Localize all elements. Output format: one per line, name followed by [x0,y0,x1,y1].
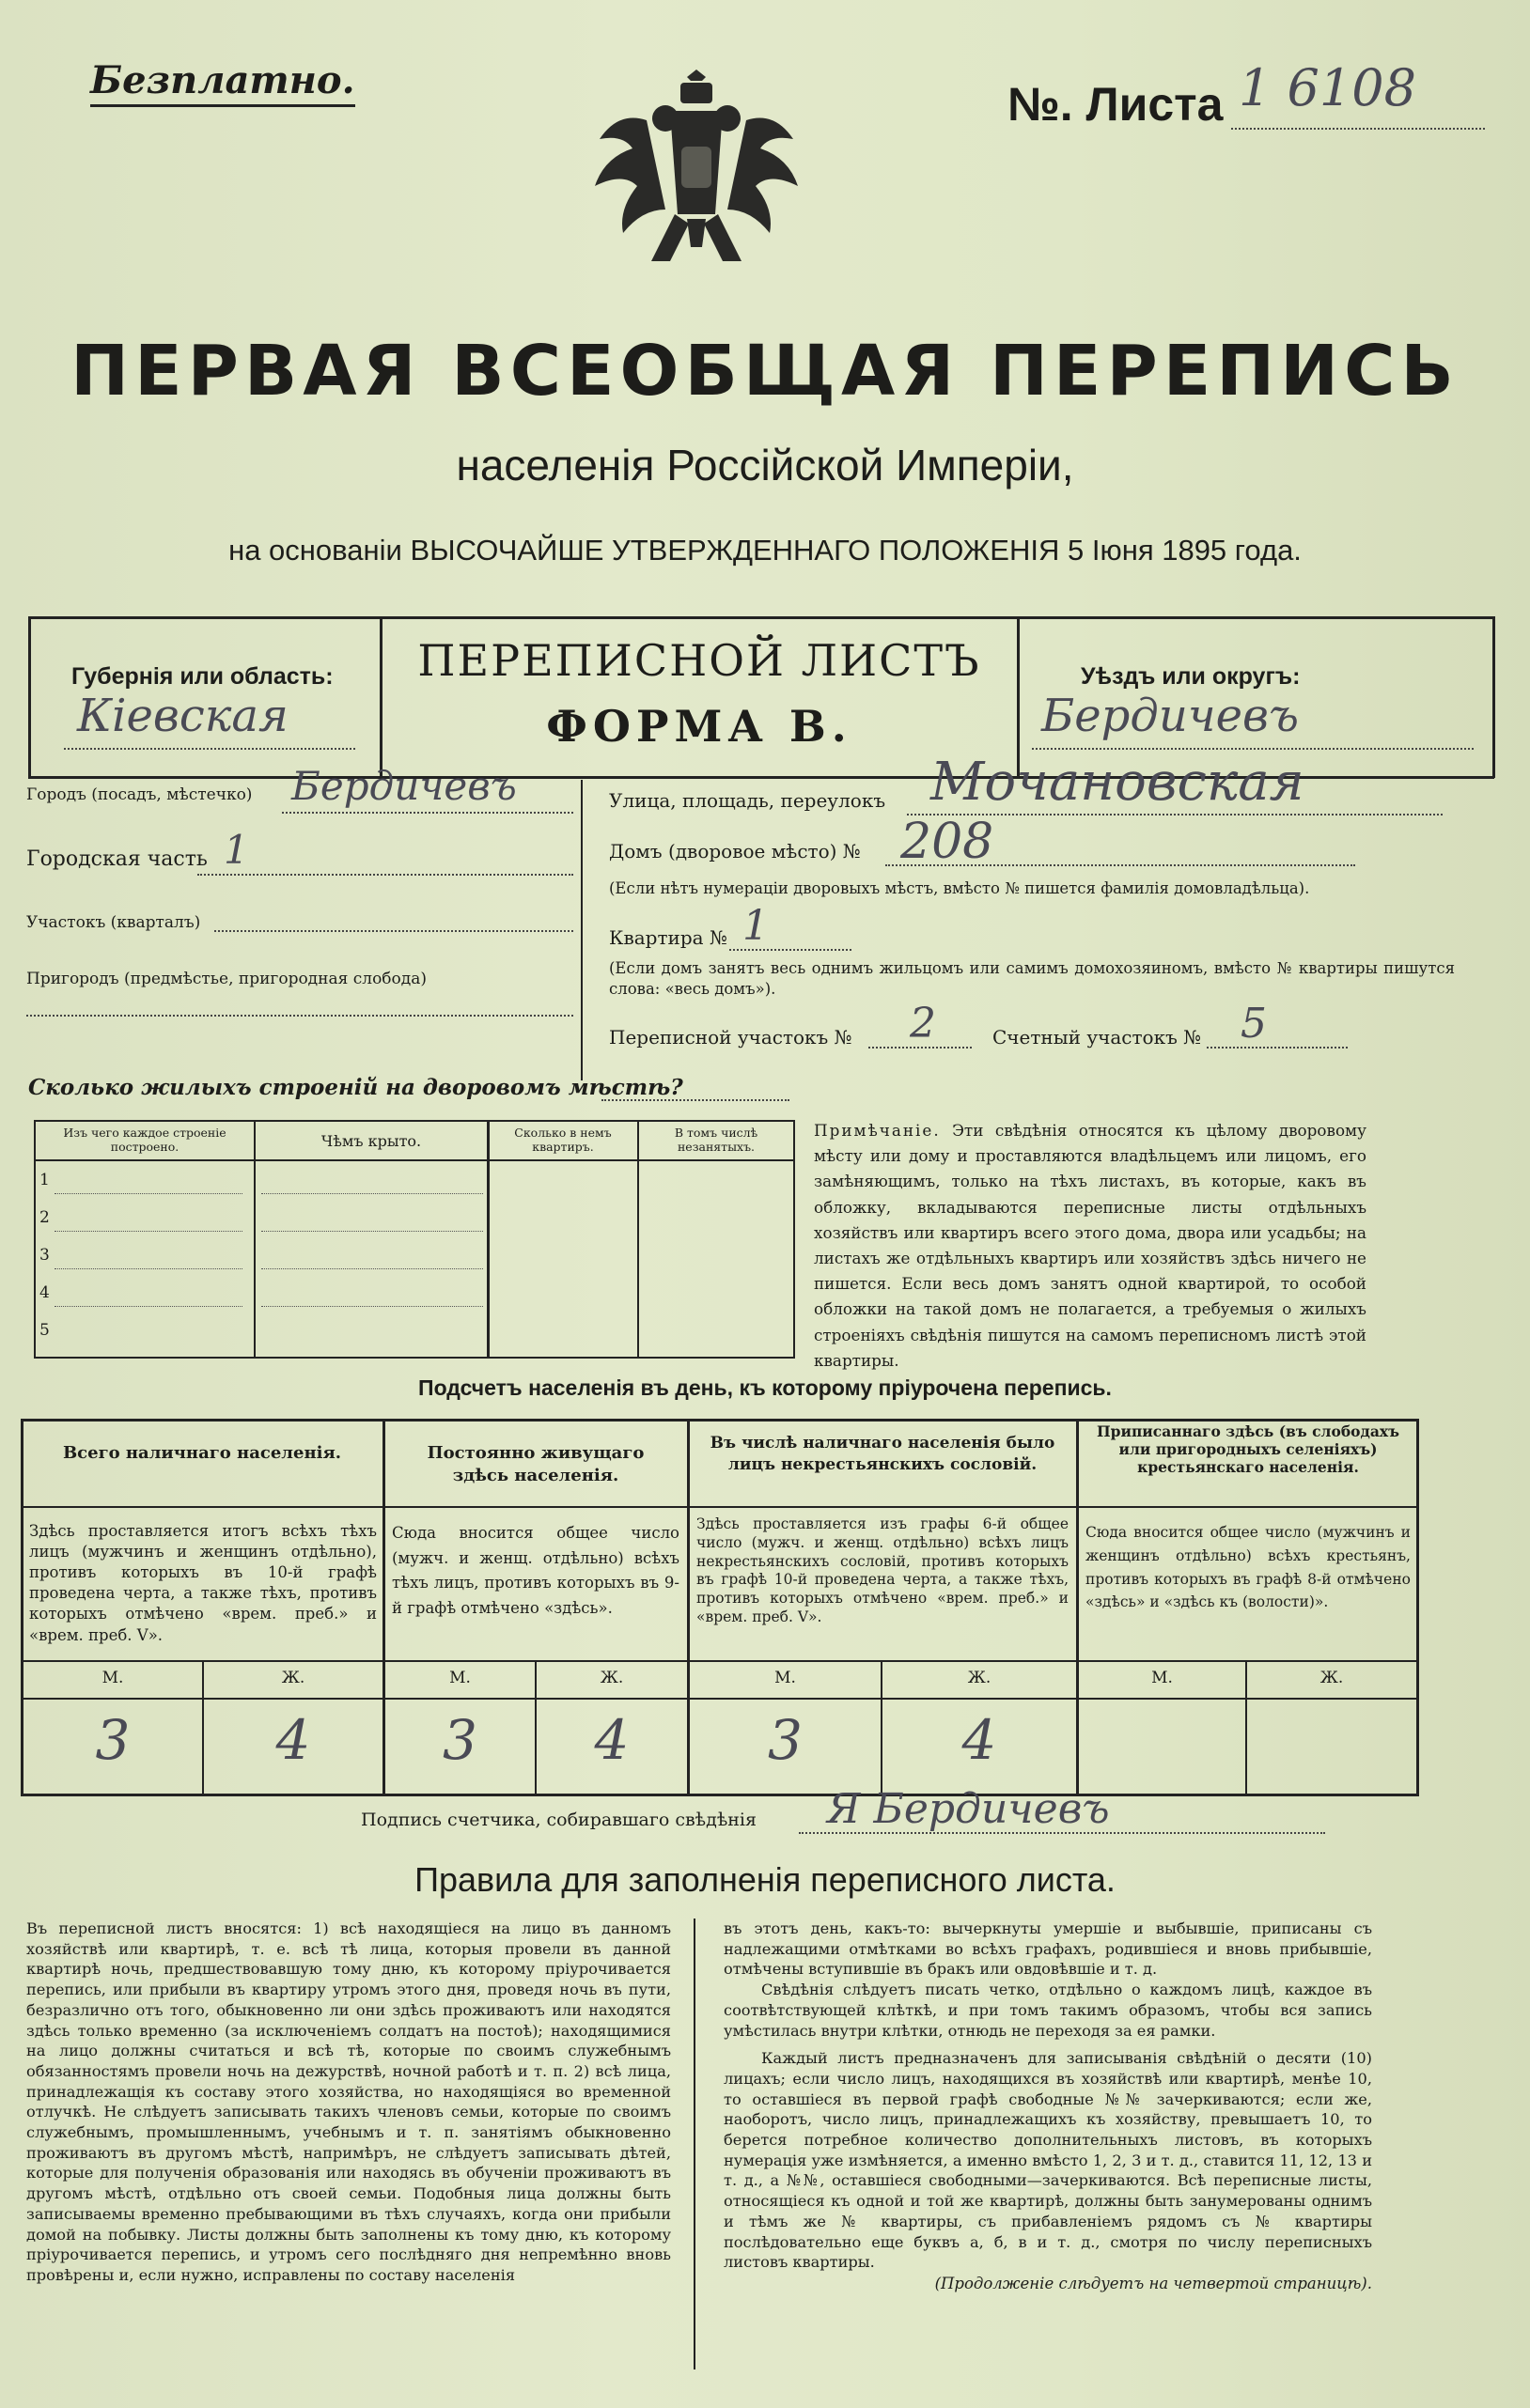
buildings-question-line [601,1099,789,1101]
province-label: Губернія или область: [71,663,334,690]
rules-continued: (Продолженіе слѣдуетъ на четвертой страницѣ). [934,2274,1372,2292]
count-col3-m-label: М. [774,1669,796,1687]
city-part-line [197,874,573,876]
signature-label: Подпись счетчика, собиравшаго свѣдѣнія [361,1810,757,1830]
house-note: (Если нѣтъ нумераціи дворовыхъ мѣстъ, вмѣсто № пишется фамилія домовладѣльца). [609,879,1310,897]
buildings-note-text: Эти свѣдѣнія относятся къ цѣлому дворовому мѣсту или дому и проставляются владѣльцемъ или лицомъ, его замѣняющимъ, только на тѣхъ листахъ, въ которые, какъ въ обложку, вкладываются переписные листы отдѣльныхъ хозяйствъ или квартиръ всего этого дома, двора или усадьбы; на листахъ же отдѣльныхъ квартиръ или хозяйствъ здѣсь ничего не пишется. Если весь домъ занятъ одной квартирой, то особой обложки на такой домъ не полагается, а требуемыя о жилыхъ строеніяхъ свѣдѣнія пишутся на самомъ переписномъ листѣ этой квартиры. [814,1121,1366,1370]
buildings-row-2: 2 [39,1208,50,1227]
address-divider [581,780,583,1080]
apartment-value: 1 [742,902,769,950]
count-col1-desc: Здѣсь проставляется итогъ всѣхъ тѣхъ лицъ (мужчинъ и женщинъ отдѣльно), противъ которыхъ въ 10-й графѣ проведена черта, а также тѣхъ, противъ которыхъ отмѣчено «врем. преб.» и «врем. преб. V». [29,1522,377,1644]
city-label: Городъ (посадъ, мѣстечко) [26,785,253,804]
count-col2-f-label: Ж. [600,1669,624,1687]
street-label: Улица, площадь, переулокъ [609,789,886,812]
count-col4-desc: Сюда вносится общее число (мужчинъ и женщинъ отдѣльно) всѣхъ крестьянъ, противъ которыхъ въ графѣ 8-й отмѣчено «здѣсь» и «здѣсь къ (волости)». [1085,1524,1411,1611]
count-col3-desc: Здѣсь проставляется изъ графы 6-й общее число (мужч. и женщ. отдѣльно) всѣхъ лицъ некрестьянскихъ сословій, противъ которыхъ въ графѣ 10-й проведена черта, а также тѣхъ, противъ которыхъ отмѣчено «врем. преб.» и «врем. преб. V». [696,1515,1069,1626]
buildings-col-apartments: Сколько в немъ квартиръ. [514,1126,612,1154]
census-basis: на основаніи ВЫСОЧАЙШЕ УТВЕРЖДЕННАГО ПОЛОЖЕНІЯ 5 Іюня 1895 года. [228,534,1302,567]
form-box-left [28,616,31,778]
city-value: Бердичевъ [291,763,517,809]
buildings-row-1: 1 [39,1171,50,1189]
buildings-col-vacant: В томъ числѣ незанятыхъ. [674,1126,758,1154]
sheet-title: ПЕРЕПИСНОЙ ЛИСТЪ [417,635,981,686]
district-value: Бердичевъ [1041,690,1299,742]
rules-right-p3: Каждый листъ предназначенъ для записыванія свѣдѣній о десяти (10) лицахъ; если число лицъ, находящихся въ хозяйствѣ или квартирѣ, менѣе 10, то оставшіеся въ первой графѣ свободные №№ зачеркиваются; если же, наоборотъ, число лицъ, принадлежащихъ къ хозяйству, превышаетъ 10, то берется потребное количество дополнительныхъ листовъ, въ которыхъ нумерація уже измѣняется, а именно вмѣсто 1, 2, 3 и т. д., ставится 11, 12, 13 и т. д., а №№, оставшіеся свободными—зачеркиваются. Всѣ переписные листы, относящіеся къ одной и той же квартирѣ, должны быть занумерованы однимъ и тѣмъ же № квартиры, съ прибавленіемъ рядомъ съ № квартиры послѣдовательно еще буквъ а, б, в и т. д., смотря по числу переписныхъ листовъ квартиры. [724,2049,1372,2272]
count-col3-f-label: Ж. [967,1669,991,1687]
count-area-line [1207,1047,1348,1049]
census-subtitle: населенія Россійской Имперіи, [456,441,1074,489]
count-col1-f-value: 4 [275,1708,311,1772]
suburb-label: Пригородъ (предмѣстье, пригородная слобода) [26,970,428,988]
form-name: ФОРМА В. [546,701,852,752]
count-col4-f-label: Ж. [1319,1669,1344,1687]
count-area-label: Счетный участокъ № [992,1026,1202,1049]
count-area-value: 5 [1241,1000,1267,1048]
count-col2-f-value: 4 [594,1708,630,1772]
count-col1-f-label: Ж. [281,1669,305,1687]
form-box-right [1492,616,1495,778]
signature-line [799,1832,1325,1834]
count-col1-m-label: М. [101,1669,124,1687]
suburb-line [26,1015,573,1017]
count-col2-m-label: М. [449,1669,471,1687]
census-area-value: 2 [910,1000,936,1048]
street-value: Мочановская [930,752,1304,813]
count-title: Подсчетъ населенія въ день, къ которому пріурочена перепись. [418,1375,1112,1400]
rules-title: Правила для заполненія переписного листа. [414,1860,1116,1899]
apartment-note: (Если домъ занятъ весь однимъ жильцомъ или самимъ домохозяиномъ, вмѣсто № квартиры пишутся слова: «весь домъ»). [609,959,1455,999]
buildings-row-3: 3 [39,1246,50,1265]
count-col2-m-value: 3 [443,1708,477,1772]
count-col2-head: Постоянно живущаго здѣсь населенія. [427,1443,645,1486]
buildings-row-4: 4 [39,1283,50,1302]
sheet-number-label: №. Листа [1007,78,1224,131]
count-col2-desc: Сюда вносится общее число (мужч. и женщ. отдѣльно) всѣхъ тѣхъ лицъ, противъ которыхъ въ 9-й графѣ отмѣчено «здѣсь». [392,1524,679,1618]
count-col1-m-value: 3 [95,1708,131,1772]
apartment-label: Квартира № [609,926,727,949]
quarter-label: Участокъ (кварталъ) [26,913,201,932]
buildings-row-5: 5 [39,1321,50,1340]
count-col4-m-label: М. [1151,1669,1173,1687]
house-value: 208 [900,814,994,870]
buildings-col-roof: Чѣмъ крыто. [320,1132,422,1150]
signature-value: Я Бердичевъ [827,1785,1110,1833]
free-label: Безплатно. [90,58,355,107]
buildings-question: Сколько жилыхъ строеній на дворовомъ мѣстѣ? [28,1075,683,1100]
apartment-line [729,949,851,951]
house-label: Домъ (дворовое мѣсто) № [609,840,861,862]
district-line [1032,748,1474,750]
rules-column-divider [694,1919,695,2369]
census-area-label: Переписной участокъ № [609,1026,852,1049]
count-table [21,1419,1419,1796]
count-col3-m-value: 3 [768,1708,803,1772]
sheet-number-line [1231,128,1485,130]
quarter-line [214,930,573,932]
house-line [885,864,1355,866]
count-col3-head: Въ числѣ наличнаго населенія было лицъ некрестьянскихъ сословій. [710,1434,1055,1474]
province-value: Кіевская [77,690,289,742]
buildings-note-head: Примѣчаніе. [814,1121,941,1140]
city-part-value: 1 [224,827,249,873]
buildings-table [34,1120,795,1359]
count-col1-head: Всего наличнаго населенія. [62,1443,342,1463]
sheet-number-value: 1 6108 [1239,58,1416,117]
rules-right-column [724,1919,1372,2292]
district-label: Уѣздъ или округъ: [1081,663,1301,690]
rules-left-column: Въ переписной листъ вносятся: 1) всѣ находящіеся на лицо въ данномъ хозяйствѣ или квартирѣ, т. е. всѣ тѣ лица, которыя провели въ данной квартирѣ ночь, предшествовавшую тому дню, къ которому пріурочивается перепись, или прибыли въ квартиру утромъ этого дня, проведя ночь въ пути, безразлично отъ того, обыкновенно ли они здѣсь проживаютъ или находятся здѣсь только временно (за исключеніемъ солдатъ на постоѣ); находящимися на лицо должны считаться и всѣ тѣ, которые по своимъ служебнымъ обязанностямъ провели ночь на дежурствѣ, ночной работѣ и т. п. 2) всѣ лица, принадлежащія къ составу этого хозяйства, но находящіяся во временной отлучкѣ. Не слѣдуетъ записывать такихъ членовъ семьи, которые по своимъ служебнымъ, промышленнымъ, учебнымъ и т. п. занятіямъ обыкновенно проживаютъ въ другомъ мѣстѣ, напримѣръ, не слѣдуетъ записывать дѣтей, которые для полученія образованія или находясь въ обученіи проживаютъ въ другомъ мѣстѣ, отдѣльно отъ своей семьи. Подобныя лица должны быть записываемы временно пребывающими въ тѣхъ случаяхъ, когда они прибыли домой на побывку. Листы должны быть заполнены къ тому дню, къ которому пріурочивается перепись, и утромъ сего послѣдняго дня непремѣнно вновь провѣрены и, если нужно, исправлены по составу населенія [26,1919,671,2284]
city-line [282,812,573,814]
form-box-top [28,616,1494,619]
count-col4-head: Приписаннаго здѣсь (въ слободахъ или пригородныхъ селеніяхъ) крестьянскаго населенія. [1096,1422,1399,1476]
census-title: ПЕРВАЯ ВСЕОБЩАЯ ПЕРЕПИСЬ [70,331,1460,412]
count-col3-f-value: 4 [961,1708,997,1772]
city-part-label: Городская часть [26,847,208,871]
census-area-line [868,1047,972,1049]
rules-right-p1: въ этотъ день, какъ-то: вычеркнуты умершіе и выбывшіе, приписаны съ надлежащими отмѣтками во всѣхъ графахъ, родившіеся и вновь прибывшіе, отмѣчены вступившіе въ бракъ или овдовѣвшіе и т. д. [724,1919,1372,1979]
buildings-col-material: Изъ чего каждое строеніе построено. [63,1126,226,1154]
double-headed-eagle-icon [590,64,803,271]
rules-right-p2: Свѣдѣнія слѣдуетъ писать четко, отдѣльно о каждомъ лицѣ, каждое въ соотвѣтствующей клѣткѣ, и при томъ такимъ образомъ, чтобы вся запись умѣстилась внутри клѣтки, отнюдь не переходя за ея рамки. [724,1981,1372,2040]
buildings-note [814,1118,1366,1374]
province-line [64,748,355,750]
